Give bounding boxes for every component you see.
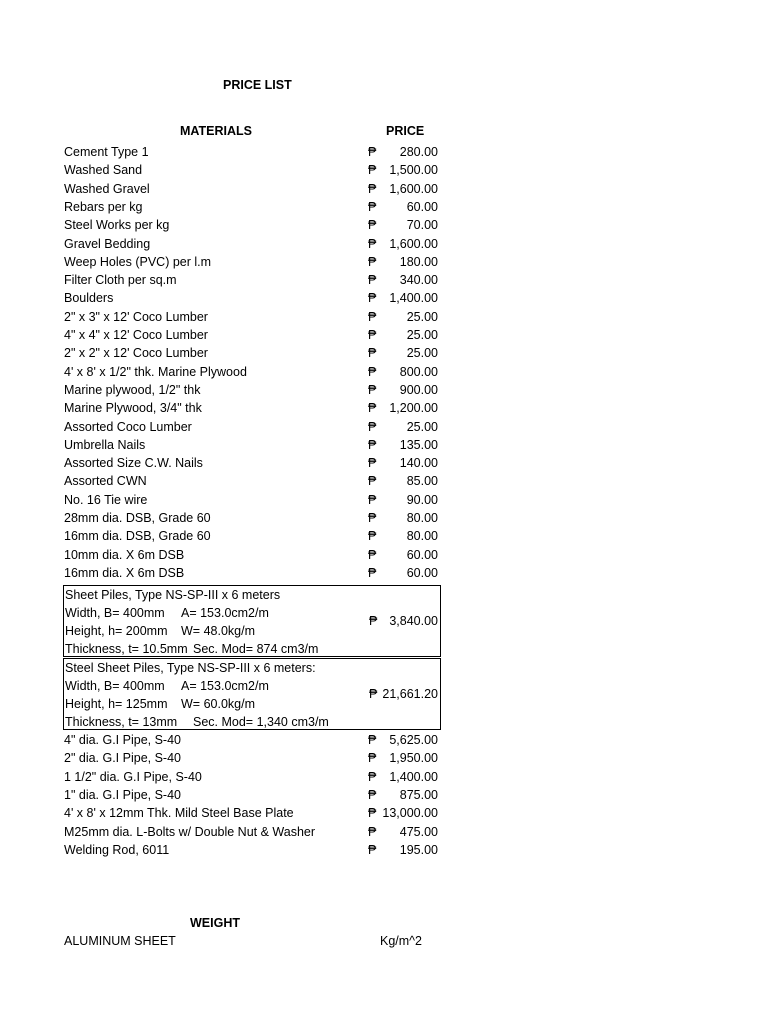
currency-symbol: ₱ [368, 309, 377, 324]
list-item [64, 180, 438, 198]
item-name: Welding Rod, 6011 [64, 842, 170, 857]
list-item [64, 381, 438, 399]
item-name: Weep Holes (PVC) per l.m [64, 254, 212, 269]
item-name: Assorted Coco Lumber [64, 419, 192, 434]
item-name: 16mm dia. DSB, Grade 60 [64, 529, 211, 544]
currency-symbol: ₱ [368, 842, 377, 857]
currency-symbol: ₱ [369, 614, 378, 628]
currency-symbol: ₱ [368, 364, 377, 379]
item-name: Boulders [64, 291, 114, 306]
item-price: 85.00 [406, 474, 438, 489]
currency-symbol: ₱ [368, 328, 377, 342]
item-name: 1 1/2" dia. G.I Pipe, S-40 [64, 769, 202, 784]
aluminum-sheet-label: ALUMINUM SHEET [64, 934, 176, 948]
item-name: 4' x 8' x 1/2" thk. Marine Plywood [64, 364, 247, 379]
list-item [64, 731, 438, 749]
list-item [64, 786, 438, 804]
item-price: 1,400.00 [389, 769, 438, 784]
page-title: PRICE LIST [223, 78, 292, 92]
item-price: 195.00 [399, 842, 438, 857]
list-item [64, 436, 438, 454]
sheet-pile-box [63, 585, 441, 657]
list-item [64, 454, 438, 472]
item-price: 1,500.00 [389, 163, 438, 178]
item-name: 2" dia. G.I Pipe, S-40 [64, 751, 181, 766]
item-name: 16mm dia. X 6m DSB [64, 565, 185, 580]
item-price: 80.00 [406, 529, 438, 544]
materials-header: MATERIALS [180, 124, 252, 138]
list-item [64, 564, 438, 582]
item-name: Gravel Bedding [64, 236, 151, 251]
list-item [64, 399, 438, 417]
spec-secmod: Sec. Mod= 1,340 cm3/m [193, 715, 329, 729]
list-item [64, 344, 438, 362]
item-price: 70.00 [406, 218, 438, 233]
item-name: 4" x 4" x 12' Coco Lumber [64, 328, 208, 342]
spec-area: A= 153.0cm2/m [181, 606, 269, 620]
list-item [64, 271, 438, 289]
list-item [64, 823, 438, 841]
list-item [64, 216, 438, 234]
currency-symbol: ₱ [368, 529, 377, 544]
spec-thickness: Thickness, t= 10.5mm [65, 642, 188, 656]
item-price: 60.00 [406, 199, 438, 214]
item-name: No. 16 Tie wire [64, 492, 148, 507]
list-item [64, 143, 438, 161]
item-name: 2" x 3" x 12' Coco Lumber [64, 309, 208, 324]
item-price: 180.00 [399, 254, 438, 269]
currency-symbol: ₱ [369, 687, 378, 701]
currency-symbol: ₱ [368, 236, 377, 251]
item-price: 340.00 [399, 273, 438, 288]
list-item [64, 363, 438, 381]
item-price: 135.00 [399, 437, 438, 452]
item-price: 900.00 [399, 382, 438, 397]
sheet-pile-title: Sheet Piles, Type NS-SP-III x 6 meters [65, 588, 281, 602]
weight-unit-label: Kg/m^2 [380, 934, 422, 948]
item-name: 1" dia. G.I Pipe, S-40 [64, 787, 181, 802]
currency-symbol: ₱ [368, 769, 377, 784]
list-item [64, 546, 438, 564]
item-price: 60.00 [406, 565, 438, 580]
sheet-pile-spec-row [65, 622, 365, 640]
currency-symbol: ₱ [368, 346, 377, 361]
sheet-pile-box [63, 658, 441, 730]
item-name: Washed Gravel [64, 181, 150, 196]
price-header: PRICE [386, 124, 425, 138]
spec-weight: W= 60.0kg/m [181, 697, 255, 711]
list-item [64, 253, 438, 271]
currency-symbol: ₱ [368, 511, 377, 525]
sheet-pile-spec-row [65, 677, 365, 695]
sheet-pile-spec-row [65, 640, 365, 658]
spec-width: Width, B= 400mm [65, 679, 165, 693]
sheet-pile-price: 3,840.00 [389, 614, 438, 628]
currency-symbol: ₱ [368, 751, 377, 766]
sheet-pile-spec-row [65, 713, 365, 731]
item-name: Washed Sand [64, 163, 143, 178]
item-name: Filter Cloth per sq.m [64, 273, 177, 288]
list-item [64, 749, 438, 767]
spec-secmod: Sec. Mod= 874 cm3/m [193, 642, 319, 656]
currency-symbol: ₱ [368, 401, 377, 416]
list-item [64, 235, 438, 253]
item-price: 25.00 [406, 309, 438, 324]
list-item [64, 527, 438, 545]
item-price: 1,600.00 [389, 181, 438, 196]
item-price: 80.00 [406, 511, 438, 525]
item-price: 25.00 [406, 328, 438, 342]
item-price: 60.00 [406, 547, 438, 562]
spec-height: Height, h= 125mm [65, 697, 168, 711]
item-name: M25mm dia. L-Bolts w/ Double Nut & Washer [64, 824, 316, 839]
item-name: 2" x 2" x 12' Coco Lumber [64, 346, 208, 361]
list-item [64, 472, 438, 490]
currency-symbol: ₱ [368, 291, 377, 306]
list-item [64, 418, 438, 436]
item-name: Assorted Size C.W. Nails [64, 456, 203, 471]
list-item [64, 198, 438, 216]
item-name: Marine plywood, 1/2" thk [64, 382, 201, 397]
currency-symbol: ₱ [368, 492, 377, 507]
item-name: Rebars per kg [64, 199, 143, 214]
item-price: 875.00 [399, 787, 438, 802]
item-name: Umbrella Nails [64, 437, 146, 452]
list-item [64, 326, 438, 344]
currency-symbol: ₱ [368, 145, 377, 159]
item-name: Cement Type 1 [64, 145, 149, 159]
currency-symbol: ₱ [368, 547, 377, 562]
currency-symbol: ₱ [368, 382, 377, 397]
currency-symbol: ₱ [368, 218, 377, 233]
item-price: 25.00 [406, 419, 438, 434]
currency-symbol: ₱ [368, 163, 377, 178]
spec-area: A= 153.0cm2/m [181, 679, 269, 693]
item-price: 90.00 [406, 492, 438, 507]
currency-symbol: ₱ [368, 824, 377, 839]
item-name: 28mm dia. DSB, Grade 60 [64, 511, 211, 525]
list-item [64, 491, 438, 509]
item-name: 4" dia. G.I Pipe, S-40 [64, 733, 181, 747]
item-price: 13,000.00 [382, 806, 438, 821]
sheet-pile-title: Steel Sheet Piles, Type NS-SP-III x 6 meters: [65, 661, 316, 675]
item-price: 1,200.00 [389, 401, 438, 416]
sheet-pile-spec-row [65, 604, 365, 622]
currency-symbol: ₱ [368, 806, 377, 821]
item-price: 5,625.00 [389, 733, 438, 747]
list-item [64, 509, 438, 527]
currency-symbol: ₱ [368, 456, 377, 471]
item-name: Steel Works per kg [64, 218, 170, 233]
currency-symbol: ₱ [368, 254, 377, 269]
item-name: 4' x 8' x 12mm Thk. Mild Steel Base Plate [64, 806, 294, 821]
list-item [64, 804, 438, 822]
item-price: 1,400.00 [389, 291, 438, 306]
spec-height: Height, h= 200mm [65, 624, 168, 638]
item-price: 280.00 [399, 145, 438, 159]
list-item [64, 768, 438, 786]
item-name: 10mm dia. X 6m DSB [64, 547, 185, 562]
currency-symbol: ₱ [368, 437, 377, 452]
currency-symbol: ₱ [368, 181, 377, 196]
list-item [64, 289, 438, 307]
currency-symbol: ₱ [368, 733, 377, 747]
list-item [64, 841, 438, 859]
currency-symbol: ₱ [368, 565, 377, 580]
list-item [64, 161, 438, 179]
weight-header: WEIGHT [190, 916, 240, 930]
currency-symbol: ₱ [368, 474, 377, 489]
spec-weight: W= 48.0kg/m [181, 624, 255, 638]
sheet-pile-price: 21,661.20 [382, 687, 438, 701]
currency-symbol: ₱ [368, 787, 377, 802]
currency-symbol: ₱ [368, 199, 377, 214]
item-price: 800.00 [399, 364, 438, 379]
item-name: Assorted CWN [64, 474, 147, 489]
currency-symbol: ₱ [368, 273, 377, 288]
item-price: 1,950.00 [389, 751, 438, 766]
list-item [64, 308, 438, 326]
currency-symbol: ₱ [368, 419, 377, 434]
item-price: 140.00 [399, 456, 438, 471]
item-price: 475.00 [399, 824, 438, 839]
item-price: 1,600.00 [389, 236, 438, 251]
item-price: 25.00 [406, 346, 438, 361]
sheet-pile-spec-row [65, 695, 365, 713]
spec-thickness: Thickness, t= 13mm [65, 715, 178, 729]
spec-width: Width, B= 400mm [65, 606, 165, 620]
item-name: Marine Plywood, 3/4" thk [64, 401, 202, 416]
